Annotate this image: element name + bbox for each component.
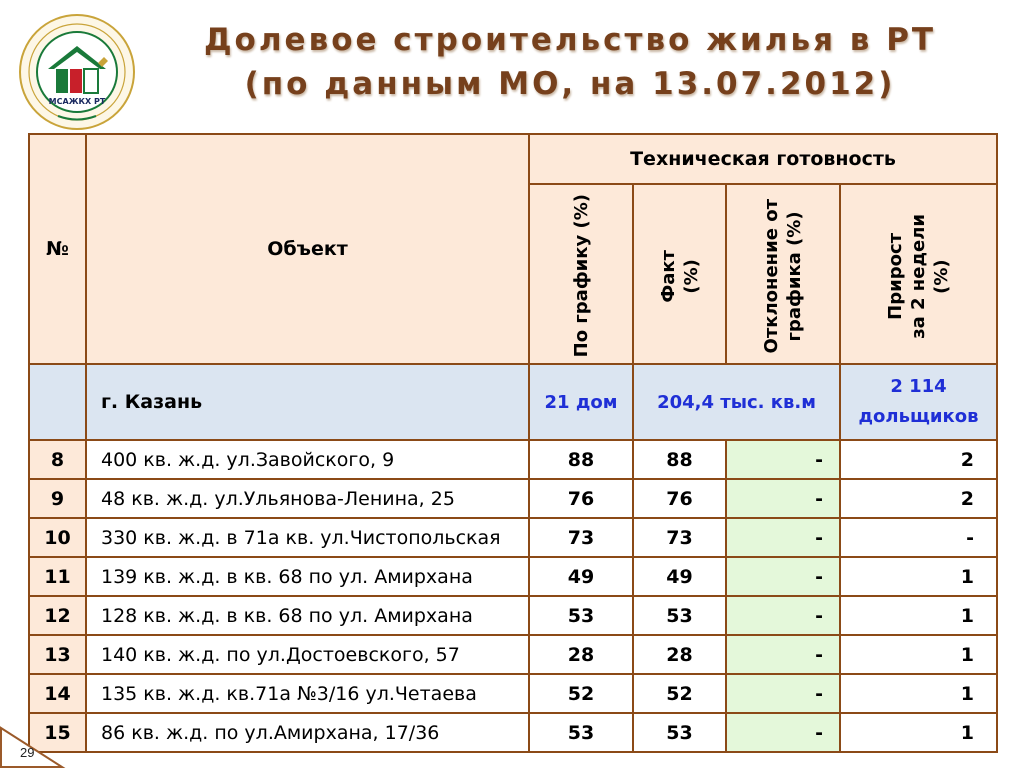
- city-num-cell: [29, 364, 86, 440]
- row-growth: 1: [840, 713, 997, 752]
- row-number: 13: [29, 635, 86, 674]
- row-number: 8: [29, 440, 86, 479]
- table-row: [29, 557, 997, 596]
- row-growth: 1: [840, 557, 997, 596]
- table-row: [29, 518, 997, 557]
- row-deviation: -: [726, 674, 840, 713]
- header-deviation-label: Отклонение от графика (%): [761, 198, 805, 354]
- construction-table: [28, 133, 998, 753]
- row-deviation: -: [726, 713, 840, 752]
- row-fact: 53: [633, 713, 726, 752]
- city-houses: 21 дом: [529, 364, 633, 440]
- row-fact: 52: [633, 674, 726, 713]
- row-deviation: -: [726, 596, 840, 635]
- ministry-logo: [18, 13, 136, 131]
- row-growth: -: [840, 518, 997, 557]
- row-growth: 1: [840, 596, 997, 635]
- table-row: [29, 440, 997, 479]
- title-line-2: (по данным МО, на 13.07.2012): [244, 66, 896, 102]
- row-number: 12: [29, 596, 86, 635]
- table-row: [29, 635, 997, 674]
- row-schedule: 76: [529, 479, 633, 518]
- row-fact: 28: [633, 635, 726, 674]
- city-shareholders: 2 114 дольщиков: [840, 364, 997, 440]
- row-fact: 73: [633, 518, 726, 557]
- city-name: г. Казань: [86, 364, 529, 440]
- city-area: 204,4 тыс. кв.м: [633, 364, 840, 440]
- header-number: №: [29, 134, 86, 364]
- row-deviation: -: [726, 440, 840, 479]
- row-growth: 2: [840, 479, 997, 518]
- header-growth-label: Прирост за 2 недели (%): [885, 213, 952, 339]
- logo-text: МСАЖКХ РТ: [48, 97, 106, 106]
- row-fact: 88: [633, 440, 726, 479]
- header-by-schedule: [529, 184, 633, 364]
- row-object: 128 кв. ж.д. в кв. 68 по ул. Амирхана: [86, 596, 529, 635]
- row-growth: 1: [840, 635, 997, 674]
- row-object: 86 кв. ж.д. по ул.Амирхана, 17/36: [86, 713, 529, 752]
- table-row: [29, 479, 997, 518]
- row-deviation: -: [726, 479, 840, 518]
- row-object: 400 кв. ж.д. ул.Завойского, 9: [86, 440, 529, 479]
- table-row: [29, 596, 997, 635]
- row-number: 14: [29, 674, 86, 713]
- row-schedule: 53: [529, 713, 633, 752]
- row-deviation: -: [726, 518, 840, 557]
- row-object: 330 кв. ж.д. в 71а кв. ул.Чистопольская: [86, 518, 529, 557]
- title-line-1: Долевое строительство жилья в РТ: [203, 22, 937, 58]
- row-fact: 76: [633, 479, 726, 518]
- header-tech-readiness: Техническая готовность: [529, 134, 997, 184]
- page-title: [150, 18, 990, 106]
- row-fact: 53: [633, 596, 726, 635]
- city-summary-row: [29, 364, 997, 440]
- row-number: 9: [29, 479, 86, 518]
- row-deviation: -: [726, 635, 840, 674]
- table-row: [29, 713, 997, 752]
- row-schedule: 52: [529, 674, 633, 713]
- row-object: 139 кв. ж.д. в кв. 68 по ул. Амирхана: [86, 557, 529, 596]
- row-growth: 2: [840, 440, 997, 479]
- row-schedule: 88: [529, 440, 633, 479]
- row-number: 11: [29, 557, 86, 596]
- header-by-schedule-label: По графику (%): [570, 194, 592, 358]
- page-corner-triangle: [0, 716, 70, 768]
- row-number: 10: [29, 518, 86, 557]
- row-deviation: -: [726, 557, 840, 596]
- row-schedule: 28: [529, 635, 633, 674]
- row-schedule: 73: [529, 518, 633, 557]
- header-growth: [840, 184, 997, 364]
- row-object: 140 кв. ж.д. по ул.Достоевского, 57: [86, 635, 529, 674]
- header-deviation: [726, 184, 840, 364]
- table-row: [29, 674, 997, 713]
- header-fact-label: Факт (%): [657, 249, 702, 303]
- row-object: 135 кв. ж.д. кв.71а №3/16 ул.Четаева: [86, 674, 529, 713]
- row-object: 48 кв. ж.д. ул.Ульянова-Ленина, 25: [86, 479, 529, 518]
- header-object: Объект: [86, 134, 529, 364]
- row-number: 15: [29, 713, 86, 752]
- row-fact: 49: [633, 557, 726, 596]
- row-schedule: 49: [529, 557, 633, 596]
- header-fact: [633, 184, 726, 364]
- row-growth: 1: [840, 674, 997, 713]
- row-schedule: 53: [529, 596, 633, 635]
- page-number: 29: [20, 745, 35, 760]
